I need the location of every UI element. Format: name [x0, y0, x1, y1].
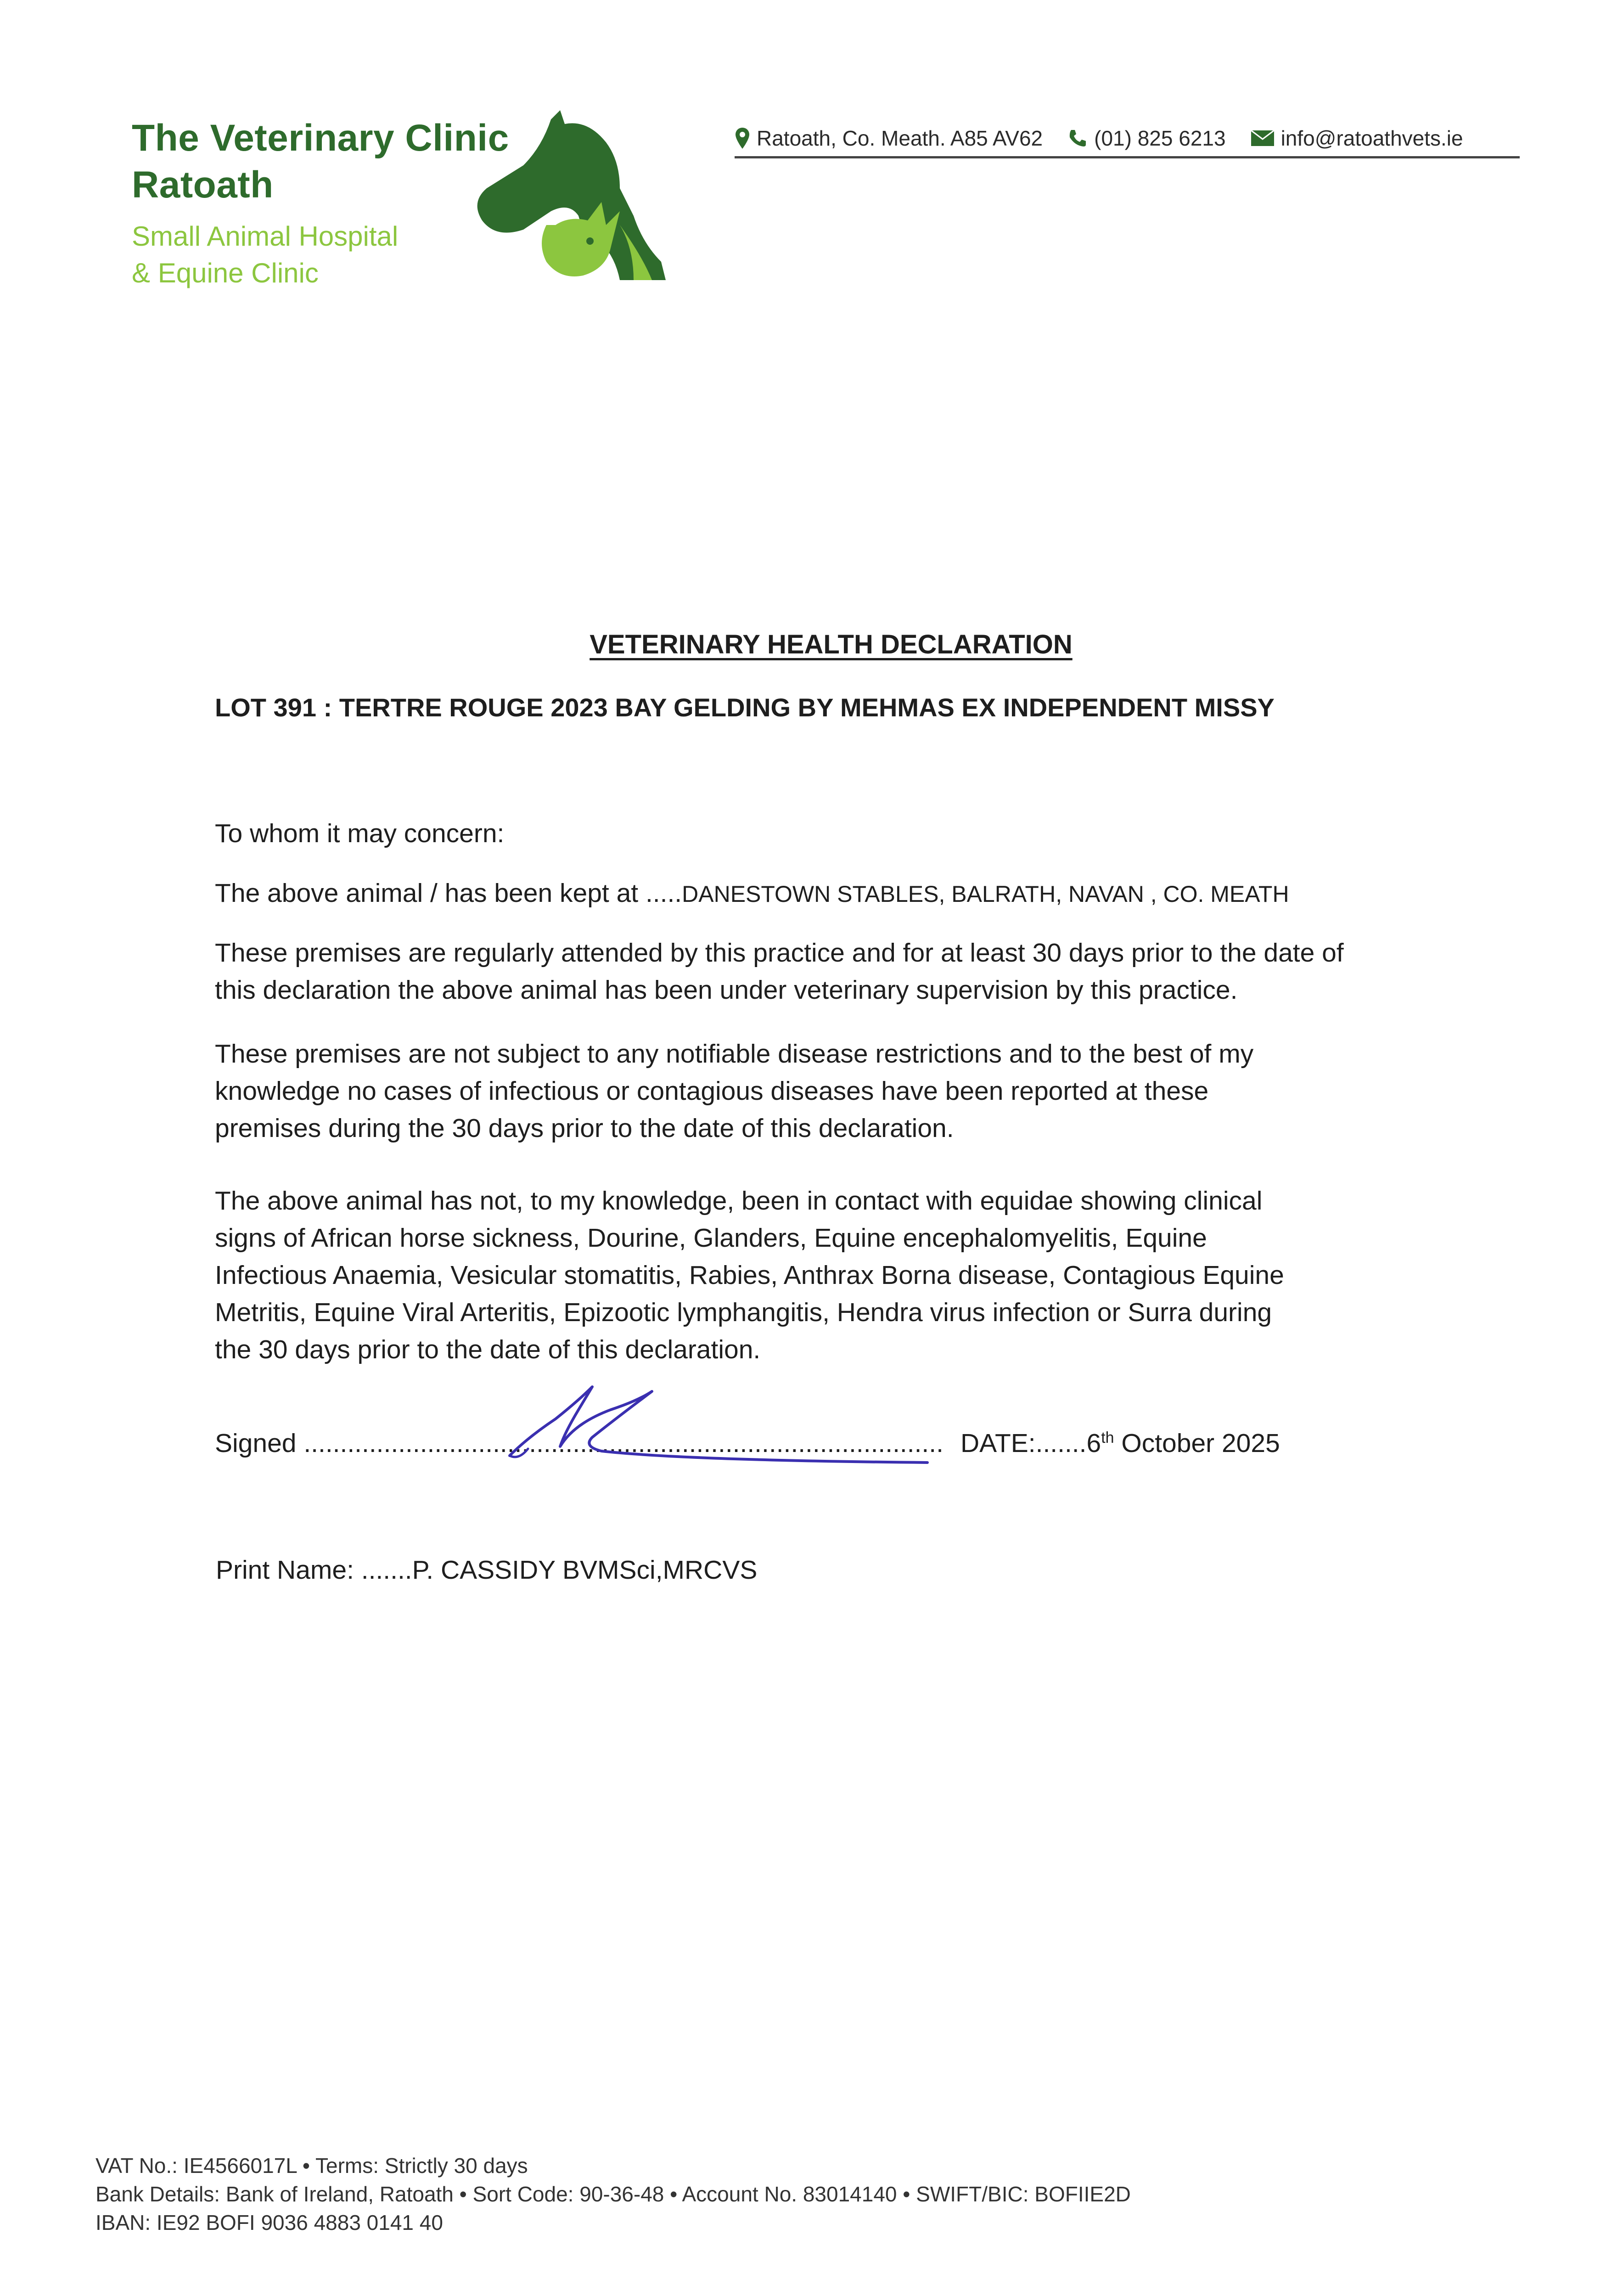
contact-bar [735, 120, 1520, 158]
date-month-year: October 2025 [1114, 1429, 1280, 1458]
address-text: Ratoath, Co. Meath. A85 AV62 [757, 126, 1043, 150]
salutation: To whom it may concern: [215, 819, 505, 848]
paragraph-line: These premises are regularly attended by this practice and for at least 30 days prior to the date of [215, 938, 1344, 968]
footer-vat-line: VAT No.: IE4566017L • Terms: Strictly 30 days [95, 2154, 528, 2178]
document-title: VETERINARY HEALTH DECLARATION [590, 630, 1073, 659]
paragraph-line: These premises are not subject to any notifiable disease restrictions and to the best of my [215, 1039, 1254, 1069]
clinic-subtitle [132, 218, 398, 292]
date-prefix: DATE:.......6 [960, 1429, 1101, 1458]
paragraph-line: knowledge no cases of infectious or contagious diseases have been reported at these [215, 1076, 1209, 1106]
paragraph-line: Infectious Anaemia, Vesicular stomatitis, Rabies, Anthrax Borna disease, Contagious Equine [215, 1261, 1284, 1290]
clinic-name-line2: Ratoath [132, 164, 274, 206]
paragraph-restrictions [215, 1035, 1464, 1147]
paragraph-supervision [215, 934, 1464, 1009]
clinic-subtitle-line1: Small Animal Hospital [132, 221, 399, 252]
phone-item [1067, 126, 1225, 151]
footer [95, 2151, 1131, 2237]
address-item [735, 126, 1043, 151]
email-item [1251, 126, 1463, 151]
paragraph-line: premises during the 30 days prior to the date of this declaration. [215, 1114, 954, 1143]
footer-iban-line: IBAN: IE92 BOFI 9036 4883 0141 40 [95, 2211, 443, 2234]
footer-bank-line: Bank Details: Bank of Ireland, Ratoath • Sort Code: 90-36-48 • Account No. 83014140 • SWIFT/BIC: BOFIIE2D [95, 2182, 1131, 2206]
horse-logo-icon [468, 110, 698, 285]
kept-at-value: DANESTOWN STABLES, BALRATH, NAVAN , CO. MEATH [682, 881, 1289, 907]
email-text: info@ratoathvets.ie [1280, 126, 1463, 150]
phone-text: (01) 825 6213 [1094, 126, 1226, 150]
date-suffix-th: th [1101, 1429, 1114, 1446]
kept-at-prefix: The above animal / has been kept at ..... [215, 878, 682, 908]
signed-line: Signed ........................................................................................ [215, 1429, 943, 1458]
paragraph-line: The above animal has not, to my knowledge, been in contact with equidae showing clinical [215, 1186, 1263, 1216]
paragraph-line: Metritis, Equine Viral Arteritis, Epizootic lymphangitis, Hendra virus infection or Surra during [215, 1298, 1272, 1327]
phone-icon [1067, 128, 1088, 148]
lot-line: LOT 391 : TERTRE ROUGE 2023 BAY GELDING BY MEHMAS EX INDEPENDENT MISSY [215, 693, 1275, 722]
paragraph-line: the 30 days prior to the date of this declaration. [215, 1335, 761, 1364]
clinic-name [132, 115, 509, 208]
paragraph-line: signs of African horse sickness, Dourine, Glanders, Equine encephalomyelitis, Equine [215, 1223, 1207, 1253]
print-name: Print Name: .......P. CASSIDY BVMSci,MRCVS [216, 1555, 758, 1585]
envelope-icon [1251, 130, 1275, 146]
map-pin-icon [735, 127, 750, 150]
kept-at-line [215, 875, 1464, 913]
clinic-subtitle-line2: & Equine Clinic [132, 258, 319, 288]
paragraph-contact [215, 1182, 1464, 1368]
paragraph-line: this declaration the above animal has been under veterinary supervision by this practice. [215, 975, 1238, 1005]
signature-icon [500, 1368, 932, 1479]
date-line [960, 1428, 1280, 1458]
clinic-name-line1: The Veterinary Clinic [132, 117, 509, 159]
